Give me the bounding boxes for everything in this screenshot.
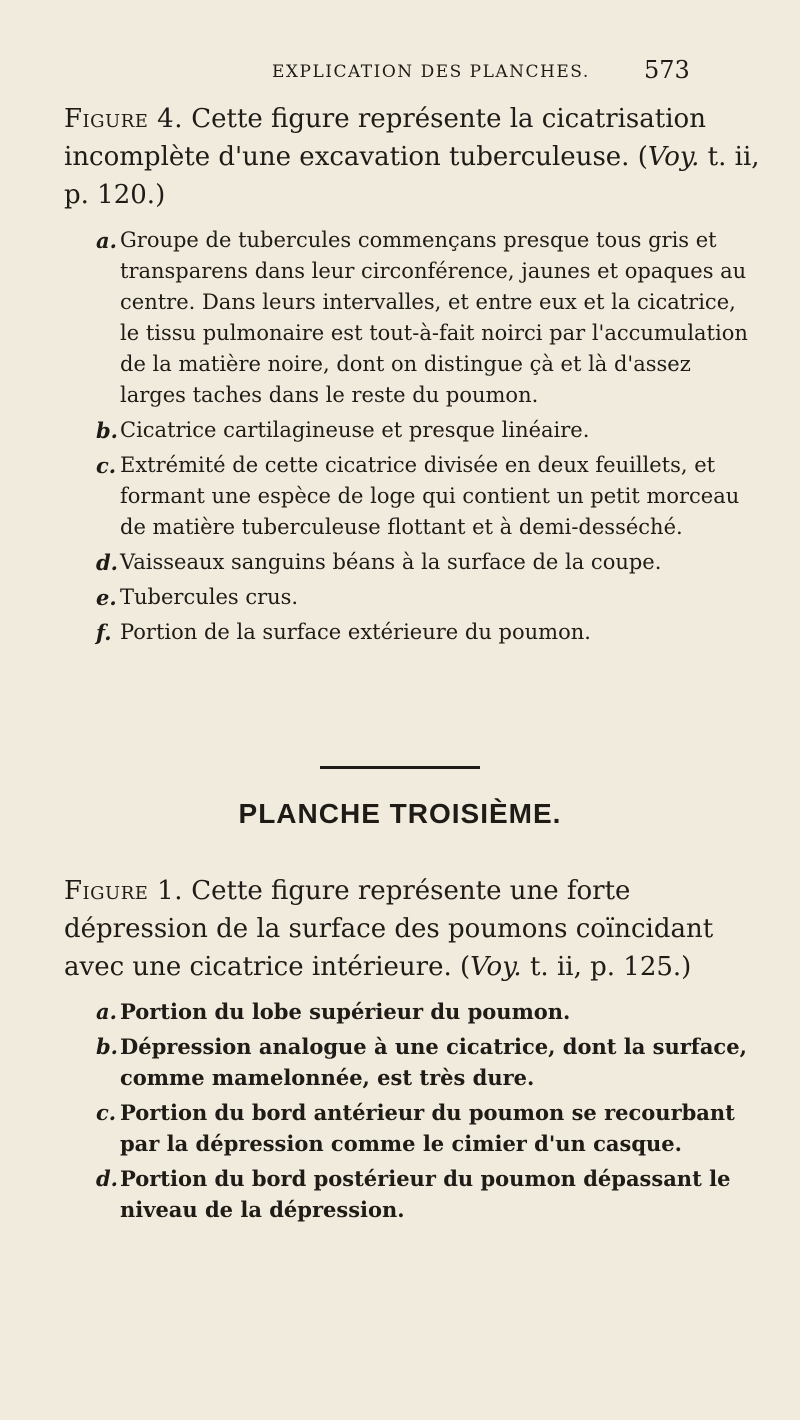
legend-text: Dépression analogue à une cicatrice, dont la surface, comme mamelonnée, est très dure. bbox=[120, 1034, 747, 1090]
figure-1-text: Cette figure représente une forte dépression de la surface des poumons coïncidant avec une cicatrice intérieure. ( bbox=[64, 876, 714, 982]
legend-letter: f. bbox=[96, 620, 112, 645]
figure-1-ref-voy: Voy. bbox=[470, 952, 522, 982]
legend-text: Extrémité de cette cicatrice divisée en deux feuillets, et formant une espèce de loge qui contient un petit morceau de matière tuberculeuse flottant et à demi-desséché. bbox=[120, 453, 740, 539]
legend-letter: d. bbox=[96, 550, 118, 575]
figure-4-ref-rest: t. ii, p. 120.) bbox=[64, 142, 760, 210]
legend-item bbox=[96, 450, 756, 543]
figure-4-ref-voy: Voy. bbox=[647, 142, 700, 172]
running-title: EXPLICATION DES PLANCHES. bbox=[272, 62, 590, 82]
legend-text: Vaisseaux sanguins béans à la surface de la coupe. bbox=[120, 550, 662, 574]
running-head bbox=[0, 56, 800, 90]
legend-item bbox=[96, 1163, 756, 1225]
figure-4-text: Cette figure représente la cicatrisation incomplète d'une excavation tuberculeuse. ( bbox=[64, 104, 706, 172]
figure-4-label: Figure 4. bbox=[64, 104, 183, 134]
figure-1-label: Figure 1. bbox=[64, 876, 183, 906]
legend-item bbox=[96, 582, 756, 613]
legend-letter: c. bbox=[96, 1100, 117, 1125]
figure-1-ref-rest: t. ii, p. 125.) bbox=[521, 952, 692, 982]
figure-1-caption bbox=[64, 872, 764, 986]
legend-letter: b. bbox=[96, 1034, 118, 1059]
legend-text: Cicatrice cartilagineuse et presque linéaire. bbox=[120, 418, 590, 442]
legend-item bbox=[96, 996, 756, 1027]
legend-letter: d. bbox=[96, 1166, 118, 1191]
legend-item bbox=[96, 1031, 756, 1093]
figure-4-caption bbox=[64, 100, 764, 214]
legend-item bbox=[96, 415, 756, 446]
legend-text: Portion du bord postérieur du poumon dépassant le niveau de la dépression. bbox=[120, 1166, 731, 1222]
plate-heading: PLANCHE TROISIÈME. bbox=[238, 798, 562, 829]
legend-text: Portion du bord antérieur du poumon se recourbant par la dépression comme le cimier d'un casque. bbox=[120, 1100, 735, 1156]
legend-item bbox=[96, 225, 756, 411]
legend-text: Tubercules crus. bbox=[120, 585, 299, 609]
legend-item bbox=[96, 547, 756, 578]
legend-item bbox=[96, 1097, 756, 1159]
legend-item bbox=[96, 617, 756, 648]
section-divider bbox=[320, 766, 480, 769]
legend-letter: a. bbox=[96, 999, 117, 1024]
legend-text: Portion du lobe supérieur du poumon. bbox=[120, 999, 571, 1024]
legend-text: Portion de la surface extérieure du poumon. bbox=[120, 620, 591, 644]
figure-1-legend bbox=[96, 996, 756, 1229]
legend-letter: c. bbox=[96, 453, 117, 478]
legend-letter: a. bbox=[96, 228, 117, 253]
legend-letter: e. bbox=[96, 585, 117, 610]
legend-letter: b. bbox=[96, 418, 118, 443]
page-number: 573 bbox=[644, 56, 690, 84]
figure-4-legend bbox=[96, 225, 756, 652]
legend-text: Groupe de tubercules commençans presque tous gris et transparens dans leur circonférence, jaunes et opaques au centre. Dans leurs intervalles, et entre eux et la cicatrice, le tissu pulmonaire est tout-à-fait noirci par l'accumulation de la matière noire, dont on distingue çà et là d'assez larges taches dans le reste du poumon. bbox=[120, 228, 748, 407]
